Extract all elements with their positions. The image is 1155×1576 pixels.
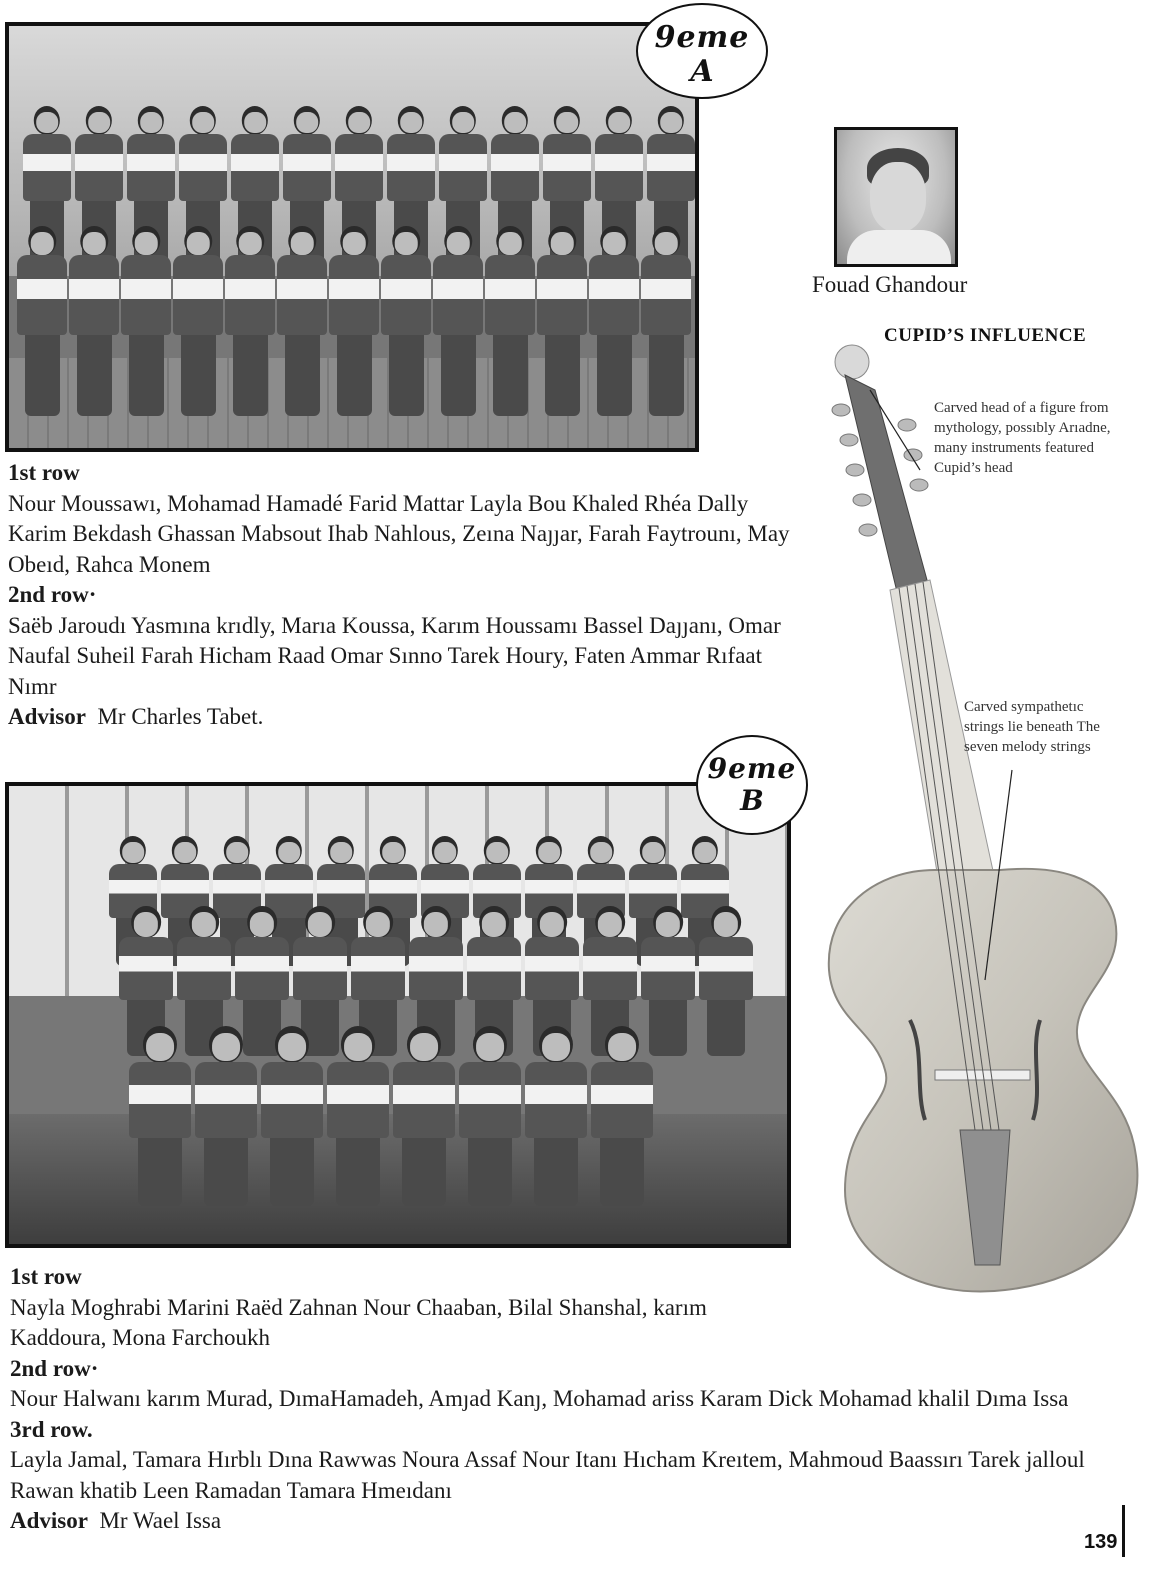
student-figure bbox=[641, 226, 691, 416]
class-a-advisor bbox=[8, 702, 798, 733]
badge-label-section: B bbox=[740, 784, 764, 817]
class-b-row3-names: Layla Jamal, Tamara Hırblı Dına Rawwas Noura Assaf Nour Itanı Hıcham Kreıtem, Mahmoud Baassırı Tarek jalloul Rawan khatib Leen Ramadan Tamara Hmeıdanı bbox=[10, 1447, 1085, 1503]
class-badge-9eme-b bbox=[696, 735, 808, 835]
feature-title: CUPID’S INFLUENCE bbox=[884, 325, 1087, 346]
advisor-name: Mr Charles Tabet. bbox=[97, 704, 264, 729]
page-number: 139 bbox=[1084, 1531, 1118, 1553]
student-figure bbox=[589, 226, 639, 416]
class-photo-9eme-b bbox=[5, 782, 791, 1248]
class-b-advisor bbox=[10, 1506, 1100, 1537]
student-figure bbox=[485, 226, 535, 416]
feature-note-carved-head: Carved head of a figure from mythology, possıbly Arıadne, many instruments featured Cupid’s head bbox=[934, 400, 1111, 476]
student-figure bbox=[381, 226, 431, 416]
class-a-row2-heading: 2nd row· bbox=[8, 582, 97, 607]
class-a-caption bbox=[8, 458, 798, 733]
advisor-label: Advisor bbox=[10, 1508, 88, 1533]
student-figure bbox=[433, 226, 483, 416]
class-b-row1-heading: 1st row bbox=[10, 1264, 82, 1289]
class-b-row2-heading: 2nd row· bbox=[10, 1355, 99, 1381]
feature-note-strings: Carved sympathetıc strings lie beneath The seven melody strings bbox=[964, 699, 1100, 755]
class-a-row1-names: Nour Moussawı, Mohamad Hamadé Farid Mattar Layla Bou Khaled Rhéa Dally Karim Bekdash Ghassan Mabsout Ihab Nahlous, Zeına Naȷȷar, Farah Faytrounı, May Obeıd, Rahca Monem bbox=[8, 490, 790, 577]
student-figure bbox=[195, 1026, 257, 1206]
class-b-row2-names: Nour Halwanı karım Murad, DımaHamadeh, Amȷad Kanȷ, Mohamad ariss Karam Dick Mohamad khalil Dıma Issa bbox=[10, 1386, 1069, 1411]
badge-label-section: A bbox=[690, 54, 714, 89]
student-figure bbox=[591, 1026, 653, 1206]
student-figure bbox=[17, 226, 67, 416]
student-figure bbox=[129, 1026, 191, 1206]
class-badge-9eme-a bbox=[636, 3, 768, 99]
page-number-rule bbox=[1122, 1505, 1125, 1557]
student-figure bbox=[393, 1026, 455, 1206]
badge-label-grade: 9eme bbox=[707, 752, 797, 785]
student-portrait bbox=[834, 127, 958, 267]
class-b-row1-names: Nayla Moghrabi Marini Raëd Zahnan Nour Chaaban, Bilal Shanshal, karım Kaddoura, Mona Farchoukh bbox=[10, 1294, 707, 1350]
student-figure bbox=[329, 226, 379, 416]
class-a-row2-names: Saëb Jaroudı Yasmına krıdly, Marıa Koussa, Karım Houssamı Bassel Daȷȷanı, Omar Naufal Suheil Farah Hicham Raad Omar Sınno Tarek Houry, Faten Ammar Rıfaat Nımr bbox=[8, 612, 781, 699]
class-photo-9eme-a bbox=[5, 22, 699, 452]
portrait-name: Fouad Ghandour bbox=[812, 272, 968, 297]
student-figure bbox=[459, 1026, 521, 1206]
student-figure bbox=[537, 226, 587, 416]
class-b-caption bbox=[10, 1262, 1100, 1537]
student-figure bbox=[225, 226, 275, 416]
student-figure bbox=[699, 906, 753, 1056]
student-figure bbox=[121, 226, 171, 416]
student-figure bbox=[261, 1026, 323, 1206]
student-figure bbox=[525, 1026, 587, 1206]
student-figure bbox=[173, 226, 223, 416]
student-figure bbox=[327, 1026, 389, 1206]
advisor-label: Advisor bbox=[8, 704, 86, 729]
student-figure bbox=[69, 226, 119, 416]
class-a-row1-heading: 1st row bbox=[8, 460, 80, 485]
class-b-row3-heading: 3rd row. bbox=[10, 1416, 93, 1442]
advisor-name: Mr Wael Issa bbox=[99, 1508, 222, 1533]
student-figure bbox=[277, 226, 327, 416]
badge-label-grade: 9eme bbox=[654, 20, 750, 55]
